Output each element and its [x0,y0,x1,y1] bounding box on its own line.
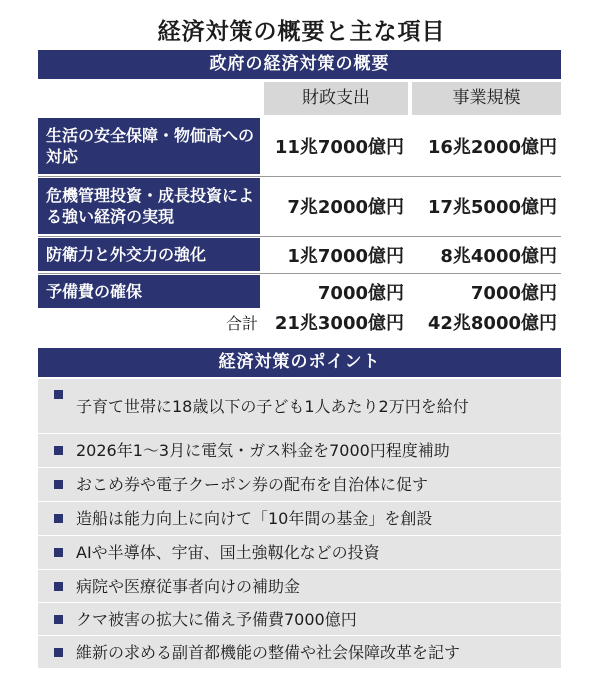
table-row [38,238,561,271]
row-divider [38,176,561,177]
list-item-text: AIや半導体、宇宙、国土強靱化などの投資 [76,543,380,562]
list-item [38,434,561,467]
points-list [38,379,561,668]
row-scale-value: 7000億円 [470,282,557,304]
row-fiscal-value: 11兆7000億円 [274,137,404,158]
list-item-text: おこめ券や電子クーポン券の配布を自治体に促す [76,475,429,494]
list-item [38,570,561,602]
row-divider [38,236,561,237]
row-label: 防衛力と外交力の強化 [38,238,260,271]
square-bullet-icon [54,582,63,591]
points-banner: 経済対策のポイント [38,348,561,377]
table-header-row [38,82,561,115]
list-item-text: 子育て世帯に18歳以下の子ども1人あたり2万円を給付 [76,396,469,416]
overview-table [38,82,561,304]
row-label: 生活の安全保障・物価高への対応 [38,118,260,174]
list-item-text: 2026年1～3月に電気・ガス料金を7000円程度補助 [76,441,450,460]
row-scale-value: 8兆4000億円 [440,245,557,267]
square-bullet-icon [54,480,63,489]
list-item [38,536,561,569]
list-item-text: 造船は能力向上に向けて「10年間の基金」を創設 [76,509,433,528]
square-bullet-icon [54,390,63,399]
square-bullet-icon [54,615,63,624]
square-bullet-icon [54,648,63,657]
overview-banner: 政府の経済対策の概要 [38,50,561,79]
square-bullet-icon [54,548,63,557]
list-item [38,468,561,501]
table-row [38,275,561,308]
total-scale-value: 42兆8000億円 [427,313,557,334]
row-label: 予備費の確保 [38,275,260,308]
list-item-text: クマ被害の拡大に備え予備費7000億円 [76,609,357,629]
row-scale-value: 16兆2000億円 [427,137,557,158]
total-label: 合計 [225,314,258,333]
row-scale-value: 17兆5000億円 [427,197,557,218]
page-title: 経済対策の概要と主な項目 [157,19,446,45]
row-divider [38,273,561,274]
list-item-text: 病院や医療従事者向けの補助金 [76,576,301,596]
list-item [38,379,561,433]
total-fiscal-value: 21兆3000億円 [274,313,404,334]
row-fiscal-value: 1兆7000億円 [287,245,404,267]
row-fiscal-value: 7兆2000億円 [287,197,404,218]
column-header-fiscal: 財政支出 [264,82,408,115]
list-item-text: 維新の求める副首都機能の整備や社会保障改革を記す [76,642,461,662]
list-item [38,502,561,535]
square-bullet-icon [54,514,63,523]
row-fiscal-value: 7000億円 [317,282,404,304]
square-bullet-icon [54,446,63,455]
table-row [38,118,561,174]
list-item [38,636,561,668]
list-item [38,603,561,635]
column-header-scale: 事業規模 [412,82,561,115]
row-label: 危機管理投資・成長投資による強い経済の実現 [38,178,260,234]
total-row [38,310,561,338]
table-row [38,178,561,234]
